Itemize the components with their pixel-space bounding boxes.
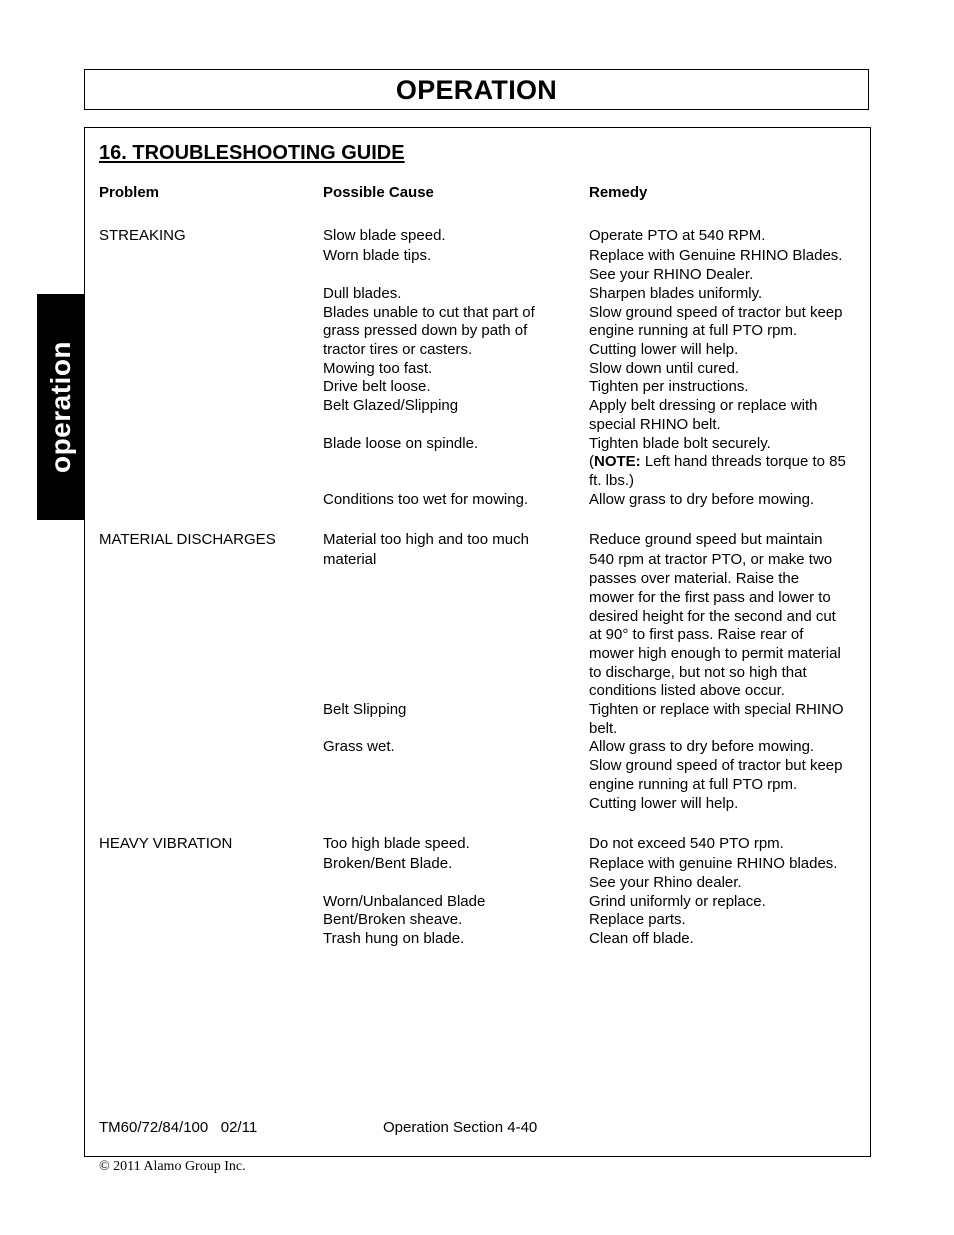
remedy-text: at 90° to first pass. Raise rear of (589, 626, 804, 643)
section-title: 16. TROUBLESHOOTING GUIDE (99, 142, 405, 164)
cause-text: Blade loose on spindle. (323, 435, 479, 452)
remedy-text: Tighten blade bolt securely. (589, 435, 771, 452)
problem-streaking: STREAKING (99, 227, 186, 244)
remedy-text: Tighten per instructions. (589, 378, 749, 395)
cause-text: Mowing too fast. (323, 360, 433, 377)
remedy-text: passes over material. Raise the (589, 570, 800, 587)
copyright: © 2011 Alamo Group Inc. (99, 1159, 246, 1174)
remedy-text: Do not exceed 540 PTO rpm. (589, 835, 784, 852)
remedy-text: engine running at full PTO rpm. (589, 776, 798, 793)
cause-text: material (323, 551, 377, 568)
cause-text: Broken/Bent Blade. (323, 855, 453, 872)
remedy-text: Replace with Genuine RHINO Blades. (589, 247, 843, 264)
header-box (84, 69, 869, 110)
remedy-text: desired height for the second and cut (589, 608, 836, 625)
footer-page-number: Operation Section 4-40 (383, 1119, 538, 1136)
column-header-problem: Problem (99, 184, 160, 201)
cause-text: Bent/Broken sheave. (323, 911, 463, 928)
remedy-text: Allow grass to dry before mowing. (589, 491, 815, 508)
remedy-text: ft. lbs.) (589, 472, 635, 489)
remedy-text: Slow ground speed of tractor but keep (589, 304, 843, 321)
remedy-text: belt. (589, 720, 618, 737)
remedy-text: Slow down until cured. (589, 360, 740, 377)
remedy-text: Clean off blade. (589, 930, 694, 947)
remedy-text: conditions listed above occur. (589, 682, 785, 699)
page-header-title: OPERATION (395, 75, 558, 105)
cause-text: Worn blade tips. (323, 247, 432, 264)
remedy-text: engine running at full PTO rpm. (589, 322, 798, 339)
remedy-text: See your RHINO Dealer. (589, 266, 754, 283)
cause-text: grass pressed down by path of (323, 322, 528, 339)
cause-text: Belt Glazed/Slipping (323, 397, 459, 414)
cause-text: Grass wet. (323, 738, 395, 755)
cause-text: Dull blades. (323, 285, 402, 302)
remedy-text: Sharpen blades uniformly. (589, 285, 763, 302)
remedy-text: special RHINO belt. (589, 416, 721, 433)
side-tab-label: operation (44, 340, 76, 474)
remedy-text: Cutting lower will help. (589, 341, 739, 358)
remedy-text: Apply belt dressing or replace with (589, 397, 818, 414)
cause-text: Blades unable to cut that part of (323, 304, 535, 321)
footer-model: TM60/72/84/100 02/11 (99, 1119, 258, 1136)
cause-text: tractor tires or casters. (323, 341, 473, 358)
column-header-cause: Possible Cause (323, 184, 434, 201)
cause-text: Material too high and too much (323, 531, 529, 548)
remedy-text: Replace parts. (589, 911, 686, 928)
cause-text: Slow blade speed. (323, 227, 446, 244)
problem-heavy-vibration: HEAVY VIBRATION (99, 835, 233, 852)
remedy-text: Grind uniformly or replace. (589, 893, 766, 910)
problem-material-discharges: MATERIAL DISCHARGES (99, 531, 276, 548)
note-label: NOTE: (594, 453, 641, 470)
remedy-text: mower high enough to permit material (589, 645, 841, 662)
remedy-text: Tighten or replace with special RHINO (589, 701, 844, 718)
cause-text: Trash hung on blade. (323, 930, 465, 947)
remedy-text: See your Rhino dealer. (589, 874, 742, 891)
side-tab (37, 294, 84, 520)
cause-text: Belt Slipping (323, 701, 407, 718)
remedy-text: mower for the first pass and lower to (589, 589, 831, 606)
cause-text: Drive belt loose. (323, 378, 431, 395)
remedy-text: Allow grass to dry before mowing. (589, 738, 815, 755)
cause-text: Worn/Unbalanced Blade (323, 893, 486, 910)
cause-text: Conditions too wet for mowing. (323, 491, 529, 508)
column-header-remedy: Remedy (589, 184, 648, 201)
remedy-text: Replace with genuine RHINO blades. (589, 855, 838, 872)
remedy-note: (NOTE: Left hand threads torque to 85 (589, 453, 846, 470)
remedy-text: 540 rpm at tractor PTO, or make two (589, 551, 833, 568)
remedy-text: Slow ground speed of tractor but keep (589, 757, 843, 774)
remedy-text: Cutting lower will help. (589, 795, 739, 812)
remedy-text: Reduce ground speed but maintain (589, 531, 823, 548)
cause-text: Too high blade speed. (323, 835, 470, 852)
remedy-text: to discharge, but not so high that (589, 664, 807, 681)
remedy-text: Operate PTO at 540 RPM. (589, 227, 766, 244)
